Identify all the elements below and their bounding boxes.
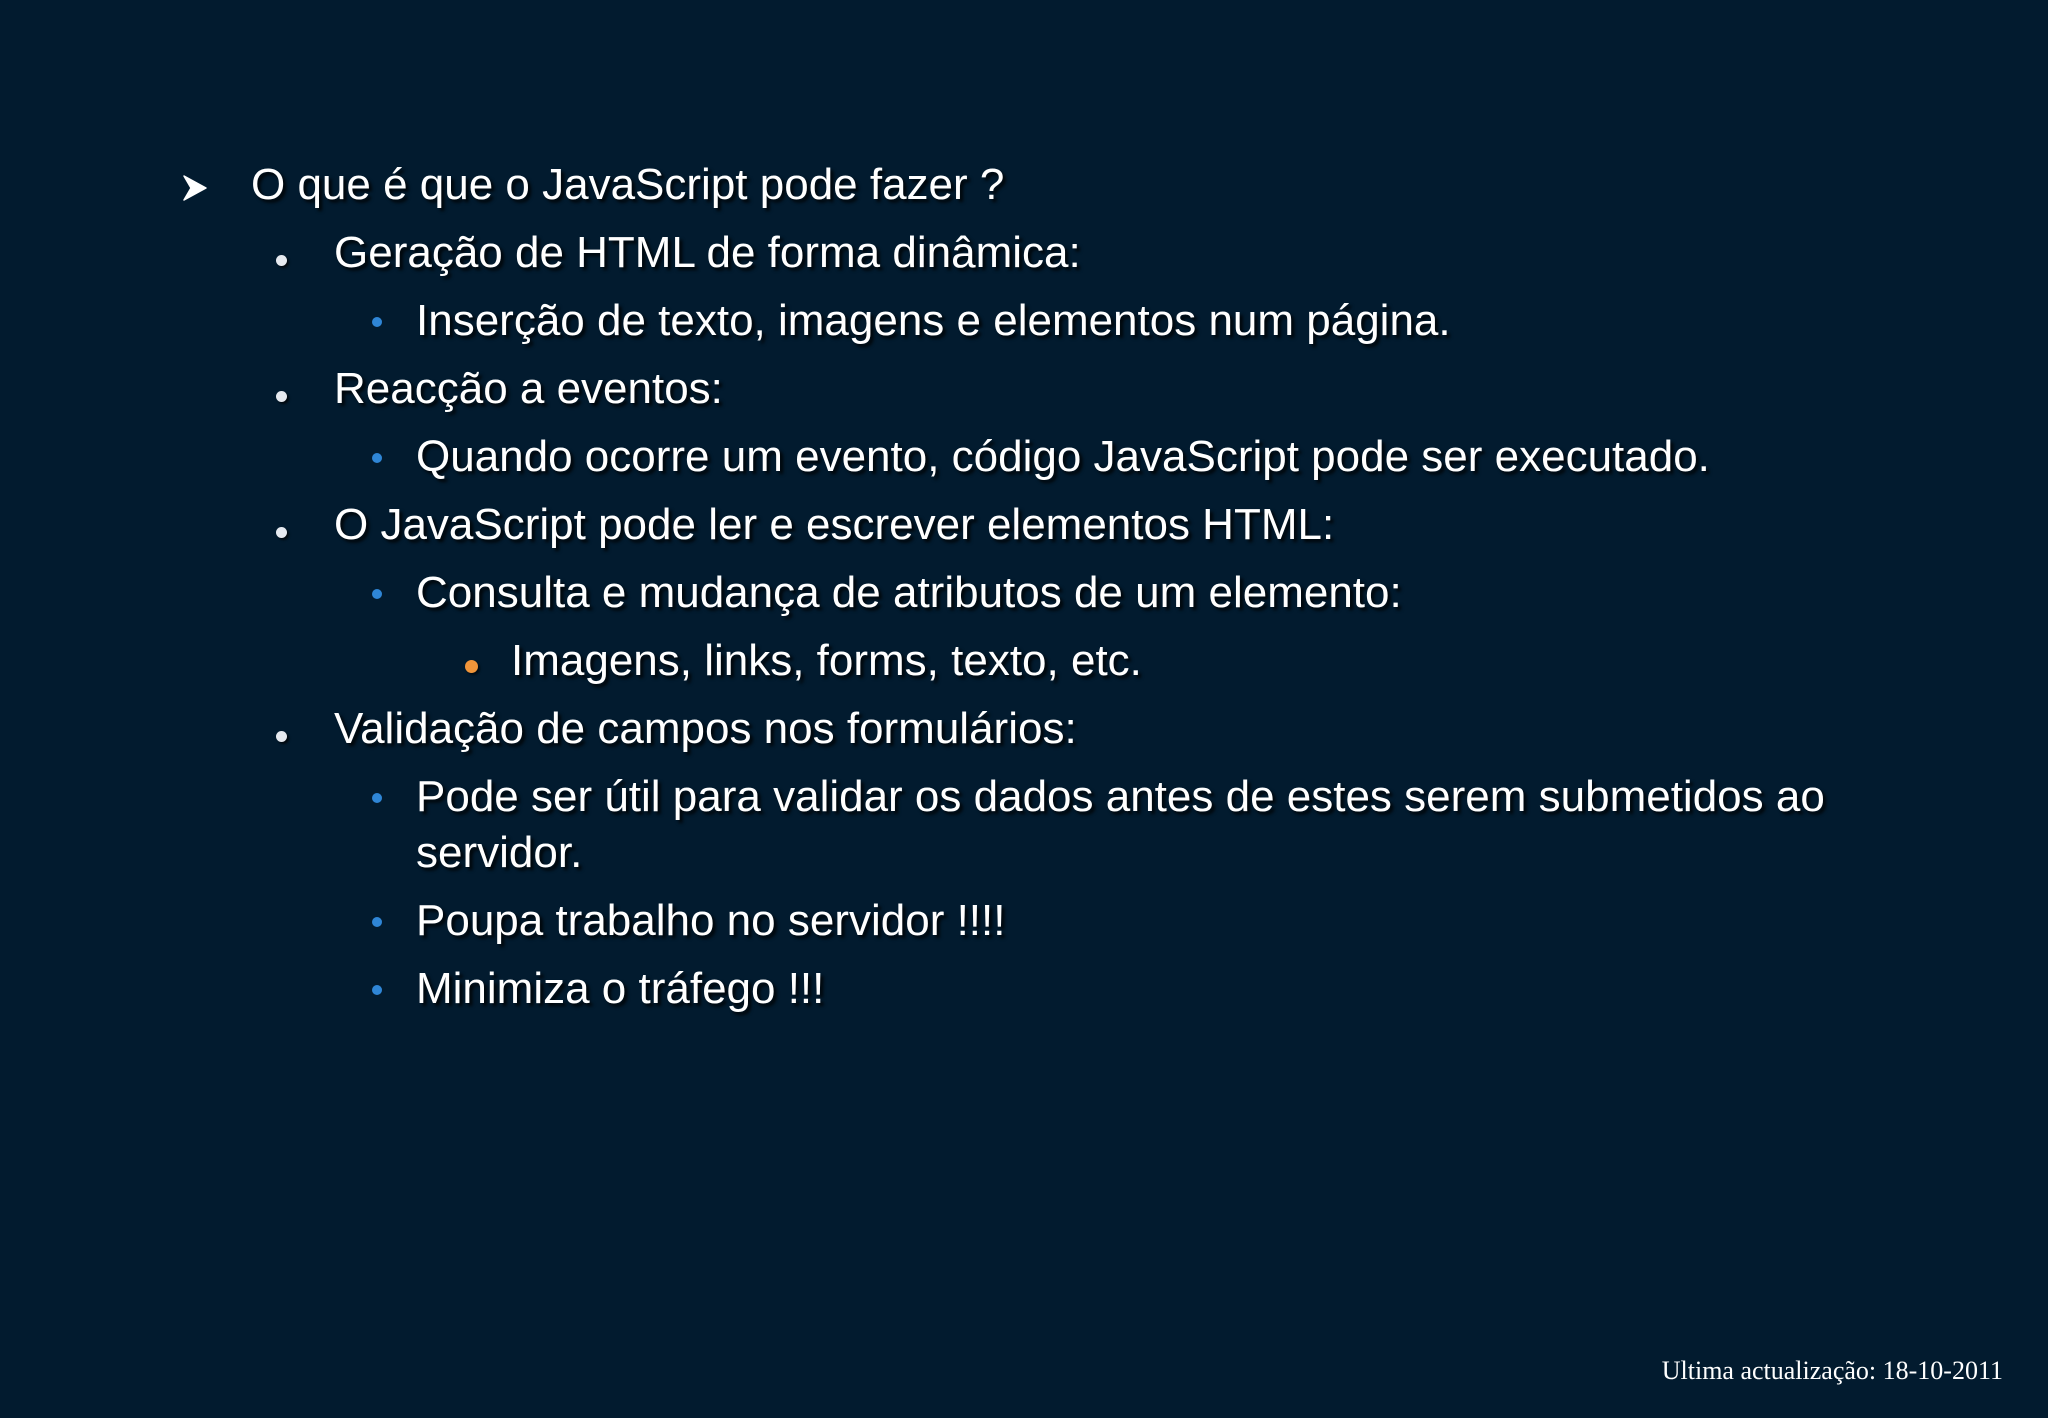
list-item-text: Reacção a eventos:	[334, 364, 723, 413]
list-item-text: Consulta e mudança de atributos de um elemento:	[416, 568, 1402, 617]
blue-dot-icon	[372, 793, 382, 803]
white-dot-icon	[276, 527, 287, 538]
white-dot-icon	[276, 731, 287, 742]
list-item-text: Poupa trabalho no servidor !!!!	[416, 896, 1006, 945]
list-item-text: Validação de campos nos formulários:	[334, 704, 1077, 753]
white-dot-icon	[276, 391, 287, 402]
blue-dot-icon	[372, 317, 382, 327]
list-item-text: Quando ocorre um evento, código JavaScript pode ser executado.	[416, 432, 1710, 481]
list-item-text: O que é que o JavaScript pode fazer ?	[251, 160, 1005, 209]
list-item-text: Pode ser útil para validar os dados antes de estes serem submetidos ao servidor.	[416, 772, 1825, 877]
orange-dot-icon	[465, 660, 478, 673]
list-item-text: Geração de HTML de forma dinâmica:	[334, 228, 1081, 277]
blue-dot-icon	[372, 589, 382, 599]
blue-dot-icon	[372, 453, 382, 463]
list-item-text: Imagens, links, forms, texto, etc.	[511, 636, 1142, 685]
last-updated-footer: Ultima actualização: 18-10-2011	[1661, 1356, 2003, 1385]
list-item-text: Inserção de texto, imagens e elementos num página.	[416, 296, 1451, 345]
arrow-icon	[180, 173, 210, 203]
white-dot-icon	[276, 255, 287, 266]
blue-dot-icon	[372, 985, 382, 995]
list-item-text: O JavaScript pode ler e escrever elementos HTML:	[334, 500, 1335, 549]
blue-dot-icon	[372, 917, 382, 927]
list-item-text: Minimiza o tráfego !!!	[416, 964, 825, 1013]
